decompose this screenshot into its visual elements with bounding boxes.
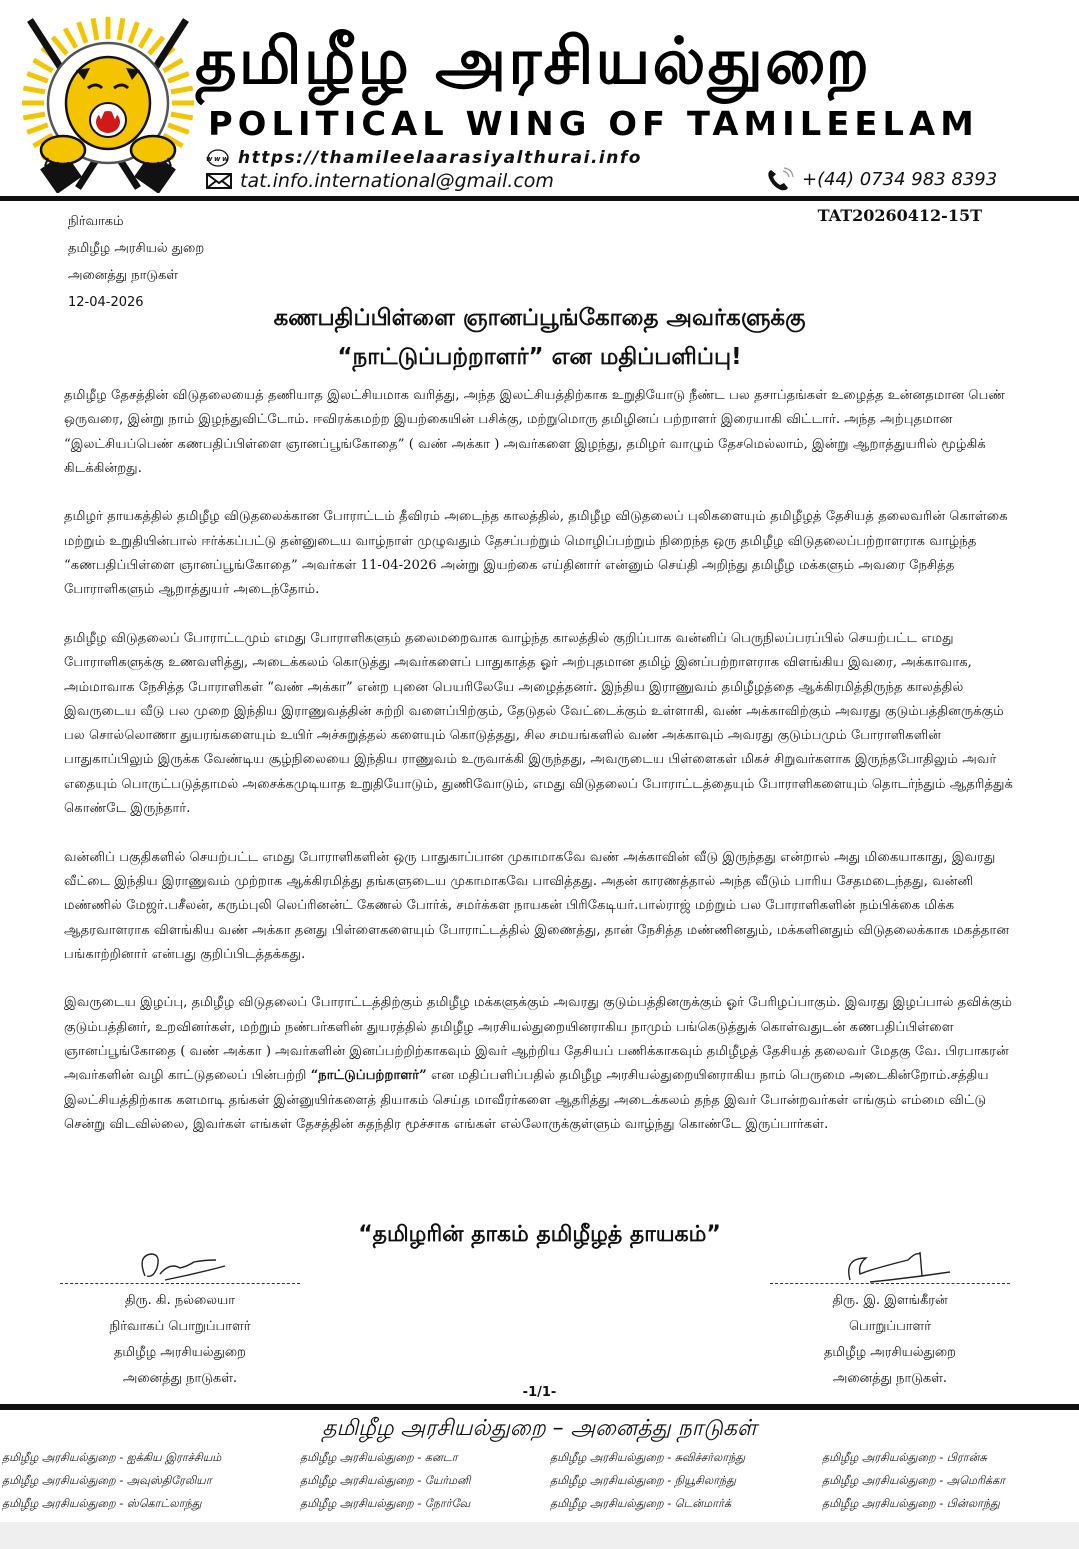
- sun-ray: [168, 125, 189, 133]
- branch-item: தமிழீழ அரசியல்துறை - அவுஸ்திரேலியா: [2, 1474, 212, 1487]
- branch-item: தமிழீழ அரசியல்துறை - பின்லாந்து: [822, 1497, 1000, 1510]
- branch-item: தமிழீழ அரசியல்துறை - அமெரிக்கா: [822, 1474, 1006, 1487]
- envelope-icon: [206, 172, 232, 190]
- signatory-scope: அனைத்து நாடுகள்.: [122, 1371, 238, 1386]
- body-paragraph: தமிழர் தாயகத்தில் தமிழீழ விடுதலைக்கான போராட்டம் தீவிரம் அடைந்த காலத்தில், தமிழீழ விடுதலைப் புலிகளையும் தமிழீழத் தேசியத் தலைவரின் கொள்கை மற்றும் உறுதியின்பால் ஈர்க்கப்பட்டு தன்னுடைய வாழ்நாள் முழுவதும் தேசப்பற்றும் மொழிப்பற்றும் நிறைந்த ஒரு தமிழீழ விடுதலைப்பற்றாளராக வாழ்ந்த “கணபதிப்பிள்ளை ஞானப்பூங்கோதை” அவர்கள் 11-04-2026 அன்று இயற்கை எய்தினார் என்னும் செய்தி அறிந்து தமிழீழ மக்களும் அவரை நேசித்த போராளிகளும் ஆறாத்துயர் அடைந்தோம்.: [64, 509, 1008, 598]
- phone-icon: [766, 167, 794, 191]
- sun-ray: [140, 29, 151, 48]
- final-text-before: இவருடைய இழப்பு, தமிழீழ விடுதலைப் போராட்டத்திற்கும் தமிழீழ மக்களுக்கும் அவரது குடும்பத்தினருக்கும் ஓர் பேரிழப்பாகும். இவரது இழப்பால் தவிக்கும் குடும்பத்தினர், உறவினர்கள், மற்றும் நண்பர்களின் துயரத்தில் தமிழீழ அரசியல்துறையினராகிய நாமும் பங்கெடுத்துக் கொள்வதுடன் கணபதிப்பிள்ளை ஞானப்பூங்கோதை ( வண் அக்கா ) அவர்களின் இனப்பற்றிற்காகவும் இவர் ஆற்றிய தேசியப் பணிக்காகவும் தமிழீழத் தேசியத் தலைவர் மேதகு வே. பிரபாகரன் அவர்களின் வழி காட்டுதலைப் பின்பற்றி: [64, 995, 1013, 1084]
- sun-ray: [27, 125, 48, 133]
- phone-link[interactable]: [766, 167, 997, 191]
- slogan: “தமிழரின் தாகம் தமிழீழத் தாயகம்”: [358, 1222, 721, 1247]
- sun-ray: [149, 37, 163, 54]
- email-text: tat.info.international@gmail.com: [240, 170, 554, 192]
- body-paragraph-final: [64, 991, 1014, 1137]
- brand-tamil-title: தமிழீழ அரசியல்துறை: [195, 24, 872, 99]
- sun-ray: [53, 37, 67, 54]
- website-text: https://thamileelaarasiyalthurai.info: [238, 148, 642, 168]
- document-title-line-2: “நாட்டுப்பற்றாளர்” என மதிப்பளிப்பு!: [337, 344, 742, 370]
- branch-item: தமிழீழ அரசியல்துறை - யேர்மனி: [300, 1474, 471, 1487]
- phone-text: +(44) 0734 983 8393: [802, 168, 998, 190]
- sender-line: நிர்வாகம்: [68, 214, 124, 229]
- body-paragraph: வன்னிப் பகுதிகளில் செயற்பட்ட எமது போராளிகளின் ஒரு பாதுகாப்பான முகாமாகவே வண் அக்காவின் வீடு இருந்தது என்றால் அது மிகையாகாது, இவரது வீட்டை இந்திய இராணுவம் முற்றாக ஆக்கிரமித்து தங்களுடைய முகாமாகவே பாவித்தது. அதன் காரணத்தால் அந்த வீடும் பாரிய சேதமடைந்தது, வன்னி மண்ணில் மேஜர்.பசீலன், கரும்புலி லெப்ரினன்ட் கேணல் போர்க், சமர்க்கள நாயகன் பிரிகேடியர்.பால்ராஜ் மற்றும் பல போராளிகளின் நம்பிக்கை மிக்க ஆதரவாளராக விளங்கிய வண் அக்கா தனது பிள்ளைகளையும் போராட்டத்தில் இணைத்து, தான் நேசித்த மண்ணினதும், மக்களினதும் விடுதலைக்காக மகத்தான பங்காற்றினார் என்பது குறிப்பிடத்தக்கது.: [64, 849, 1010, 962]
- page-bottom-margin: [0, 1522, 1079, 1549]
- signature-line: [760, 1246, 1020, 1288]
- email-link[interactable]: [206, 170, 554, 192]
- signatory-right: [760, 1246, 1020, 1392]
- body-paragraph: தமிழீழ விடுதலைப் போராட்டமும் எமது போராளிகளும் தலைமறைவாக வாழ்ந்த காலத்தில் குறிப்பாக வன்னிப் பெருநிலப்பரப்பில் செயற்பட்ட எமது போராளிகளுக்கு உணவளித்து, அடைக்கலம் கொடுத்து அவர்களைப் பாதுகாத்த ஓர் அற்புதமான தமிழ் இனப்பற்றாளராக விளங்கிய இவரை, அக்காவாக, அம்மாவாக நேசித்த போராளிகள் “வண் அக்கா” என்ற புனை பெயரிலேயே அழைத்தனர். இந்திய இராணுவம் தமிழீழத்தை ஆக்கிரமித்திருந்த காலத்தில் இவருடைய வீடு பல முறை இந்திய இராணுவத்தின் சுற்றி வளைப்பிற்கும், தேடுதல் வேட்டைக்கும் உள்ளாகி, வண் அக்காவிற்கும் அவரது குடும்பத்தினருக்கும் பல சொல்லொணா துயரங்களையும் உயிர் அச்சுறுத்தல் களையும் கொடுத்தது, சில சமயங்களில் வண் அக்காவும் அவரது குடும்பமும் போராளிகளின் பாதுகாப்பிலும் இருக்க வேண்டிய சூழ்நிலையை இந்திய ராணுவம் உருவாக்கி இருந்தது, அவருடைய பிள்ளைகள் மிகச் சிறுவர்களாக இருந்தபோதிலும் அவர் எதையும் பொருட்படுத்தாமல் அசைக்கமுடியாத உறுதியோடும், துணிவோடும், எமது விடுதலைப் போராட்டத்தையும் போராளிகளையும் தொடர்ந்தும் ஆதரித்துக் கொண்டே இருந்தார்.: [64, 630, 1013, 817]
- signatory-name: திரு. கி. நல்லையா: [124, 1293, 236, 1308]
- sun-ray: [27, 74, 48, 82]
- branch-item: தமிழீழ அரசியல்துறை - சுவிச்சர்லாந்து: [550, 1451, 746, 1464]
- signatory-org: தமிழீழ அரசியல்துறை: [113, 1345, 247, 1360]
- letterhead: [0, 0, 1079, 198]
- branch-item: தமிழீழ அரசியல்துறை - கனடா: [300, 1451, 458, 1464]
- signature-icon: [105, 1246, 255, 1288]
- signatory-role: பொறுப்பாளர்: [848, 1319, 932, 1334]
- letter-body: [64, 384, 1014, 1162]
- branch-item: தமிழீழ அரசியல்துறை - பிரான்சு: [822, 1451, 987, 1464]
- sun-ray: [119, 18, 123, 40]
- footer: [0, 1410, 1079, 1522]
- page-number: -1/1-: [522, 1385, 557, 1400]
- signatory-org: தமிழீழ அரசியல்துறை: [823, 1345, 957, 1360]
- brand-english-title: POLITICAL WING OF TAMILEELAM: [208, 104, 979, 143]
- branch-item: தமிழீழ அரசியல்துறை - ஸ்கொட்லாந்து: [2, 1497, 202, 1510]
- letter-date: 12-04-2026: [68, 295, 144, 310]
- signature-icon: [810, 1246, 970, 1288]
- tiger-emblem-logo: [18, 8, 198, 193]
- signatory-scope: அனைத்து நாடுகள்.: [832, 1371, 948, 1386]
- sender-line: அனைத்து நாடுகள்: [68, 268, 179, 283]
- sun-ray: [163, 60, 182, 71]
- body-paragraph: தமிழீழ தேசத்தின் விடுதலையைத் தணியாத இலட்சியமாக வரித்து, அந்த இலட்சியத்திற்காக உறுதியோடு நீண்ட பல தசாப்தங்கள் உழைத்த உன்னதமான பெண் ஒருவரை, இன்று நாம் இழந்துவிட்டோம். ஈவிரக்கமற்ற இயற்கையின் பசிக்கு, மற்றுமொரு தமிழினப் பற்றாளர் இரையாகி விட்டார். அந்த அற்புதமான “இலட்சியப்பெண் கணபதிப்பிள்ளை ஞானப்பூங்கோதை” ( வண் அக்கா ) அவர்களை இழந்து, தமிழர் வாழும் தேசமெல்லாம், இன்று ஆறாத்துயரில் மூழ்கிக் கிடக்கின்றது.: [64, 388, 1006, 476]
- sun-ray: [168, 74, 189, 82]
- header-divider: [0, 196, 1079, 201]
- sender-block: [68, 208, 204, 316]
- branch-item: தமிழீழ அரசியல்துறை - ஐக்கிய இராச்சியம்: [2, 1451, 222, 1464]
- signature-line: [50, 1246, 310, 1288]
- branch-item: தமிழீழ அரசியல்துறை - டென்மார்க்: [550, 1497, 732, 1510]
- sun-ray: [93, 18, 97, 40]
- sun-ray: [23, 88, 45, 92]
- branch-item: தமிழீழ அரசியல்துறை - நியூசிலாந்து: [550, 1474, 736, 1487]
- final-text-after: என மதிப்பளிப்பதில் தமிழீழ அரசியல்துறையினராகிய நாம் பெருமை அடைகின்றோம்.சத்திய இலட்சியத்திற்காக களமாடி தங்கள் இன்னுயிர்களைத் தியாகம் செய்த மாவீரர்களை ஆதரித்து அடைக்கலம் தந்த இவர் போன்றவர்கள் எங்கும் எம்மை விட்டு சென்று விடவில்லை, இவர்கள் எங்கள் தேசத்தின் சுதந்திர மூச்சாக எங்கள் எல்லோருக்குள்ளும் வாழ்ந்து கொண்டே இருப்பார்கள்.: [64, 1068, 989, 1132]
- sun-ray: [171, 114, 193, 118]
- footer-title: தமிழீழ அரசியல்துறை – அனைத்து நாடுகள்: [322, 1416, 757, 1441]
- sun-ray: [23, 114, 45, 118]
- branch-item: தமிழீழ அரசியல்துறை - நோர்வே: [300, 1497, 471, 1510]
- honour-title-emphasis: “நாட்டுப்பற்றாளர்”: [310, 1068, 427, 1084]
- signatory-role: நிர்வாகப் பொறுப்பாளர்: [109, 1319, 251, 1334]
- www-globe-icon: [206, 149, 230, 167]
- sun-ray: [79, 22, 87, 43]
- document-title-line-1: கணபதிப்பிள்ளை ஞானப்பூங்கோதை அவர்களுக்கு: [273, 305, 806, 331]
- sun-ray: [171, 88, 193, 92]
- svg-text:www: www: [206, 155, 230, 163]
- sun-ray: [34, 60, 53, 71]
- sun-ray: [65, 29, 76, 48]
- sun-ray: [130, 22, 138, 43]
- sender-line: தமிழீழ அரசியல் துறை: [68, 241, 205, 256]
- website-link[interactable]: [206, 148, 642, 168]
- signatory-name: திரு. இ. இளங்கீரன்: [832, 1293, 948, 1308]
- reference-code: TAT20260412-15T: [817, 206, 982, 225]
- branch-list: [2, 1448, 1077, 1514]
- signatory-left: [50, 1246, 310, 1392]
